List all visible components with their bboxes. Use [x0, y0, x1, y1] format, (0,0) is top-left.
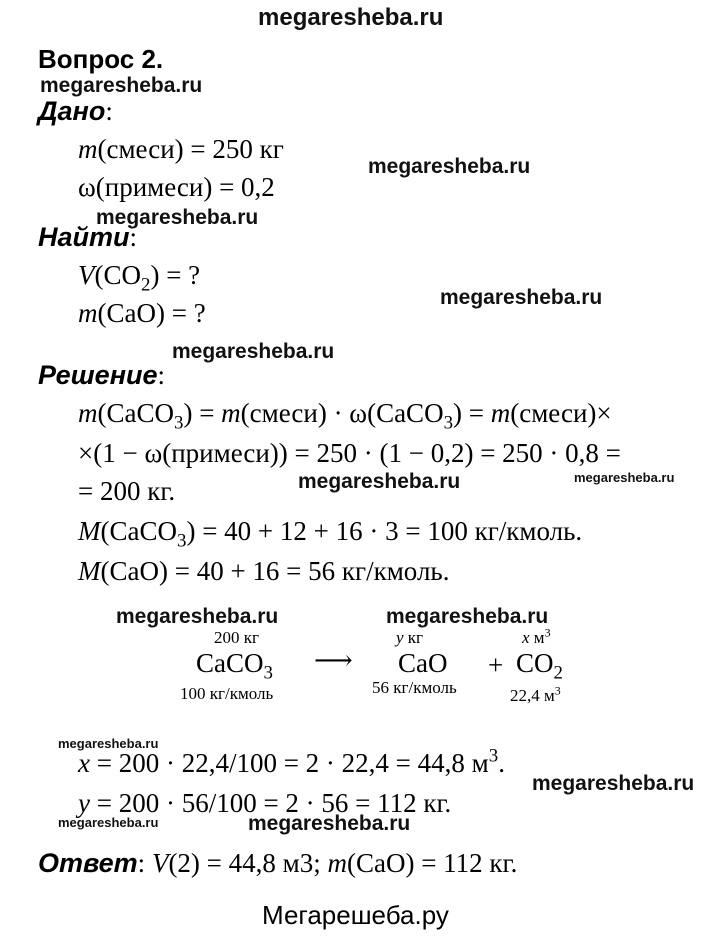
reaction-arrow: ⟶: [314, 645, 353, 675]
solution-line-2: ×(1 − ω(примеси)) = 250 · (1 − 0,2) = 250 · 0,8 =: [78, 438, 621, 468]
product-cao-molar-mass-label: 56 кг/кмоль: [372, 678, 457, 697]
calc-y: y = 200 · 56/100 = 2 · 56 = 112 кг.: [78, 788, 452, 818]
solution-label: Решение:: [38, 360, 166, 390]
product-cao-formula: CaO: [398, 648, 448, 678]
reaction-plus: +: [488, 650, 504, 680]
solution-molar-mass-cao: M(CaO) = 40 + 16 = 56 кг/кмоль.: [78, 556, 450, 586]
watermark: megaresheba.ru: [248, 812, 411, 835]
watermark: megaresheba.ru: [58, 815, 159, 830]
reactant-molar-mass-label: 100 кг/кмоль: [180, 684, 274, 703]
watermark: megaresheba.ru: [172, 340, 335, 363]
answer-line: Ответ: V(2) = 44,8 м3; m(CaO) = 112 кг.: [38, 848, 518, 878]
header-site-name: megaresheba.ru: [258, 4, 444, 31]
solution-line-3: = 200 кг.: [78, 476, 176, 506]
solution-molar-mass-caco3: M(CaCO$_3$) = 40 + 12 + 16 · 3 = 100 кг/кмоль.: [78, 516, 583, 552]
product-co2-formula: $CO_2$: [516, 648, 563, 684]
watermark: megaresheba.ru: [96, 206, 259, 229]
watermark: megaresheba.ru: [440, 286, 603, 309]
watermark: megaresheba.ru: [574, 470, 675, 485]
given-label: Дано:: [38, 96, 113, 126]
watermark: megaresheba.ru: [40, 74, 203, 97]
watermark: megaresheba.ru: [386, 605, 549, 628]
reactant-formula: CaCO$_3$: [196, 648, 273, 684]
given-impurity-fraction: ω(примеси) = 0,2: [78, 172, 275, 202]
calc-x: x = 200 · 22,4/100 = 2 · 22,4 = 44,8 $м^3$.: [78, 745, 505, 778]
find-volume-co2: $V(CO_2)$ = ?: [78, 260, 201, 296]
given-mass-mixture: m(смеси) = 250 кг: [78, 134, 284, 164]
watermark: megaresheba.ru: [532, 772, 695, 795]
product-co2-molar-volume-label: 22,4 $м^3$: [510, 683, 561, 705]
solution-line-1: m(CaCO$_3$) = m(смеси) · ω(CaCO$_3$) = m(смеси)×: [78, 398, 612, 434]
find-mass-cao: m(CaO) = ?: [78, 298, 206, 328]
watermark: megaresheba.ru: [58, 736, 159, 751]
question-title: Вопрос 2.: [38, 44, 164, 74]
watermark: megaresheba.ru: [116, 605, 279, 628]
watermark: megaresheba.ru: [298, 470, 461, 493]
find-label: Найти:: [38, 222, 138, 252]
product-cao-mass-label: y кг: [396, 628, 424, 647]
watermark: megaresheba.ru: [368, 155, 531, 178]
reactant-mass-label: 200 кг: [214, 628, 259, 647]
footer-site-name: Мегарешеба.ру: [262, 900, 449, 930]
product-co2-volume-label: x $м^3$: [522, 625, 551, 647]
